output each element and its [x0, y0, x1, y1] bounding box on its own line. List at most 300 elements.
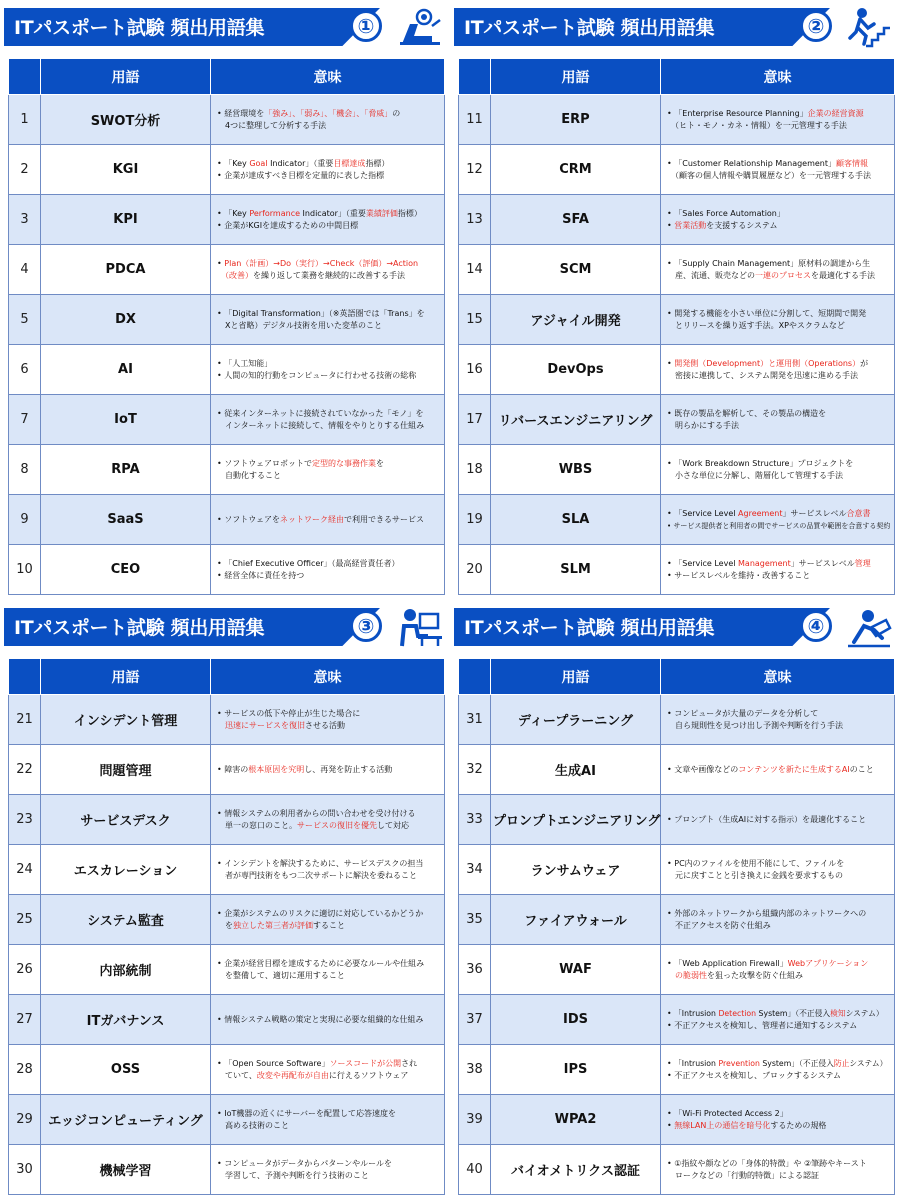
row-term: ディープラーニング — [491, 695, 661, 745]
panel-title: ITパスポート試験 頻出用語集 — [14, 17, 265, 39]
row-description — [211, 795, 445, 845]
description-line — [667, 920, 890, 932]
description-text: が — [860, 358, 869, 368]
description-text: System」（不正侵入 — [756, 1008, 831, 1018]
highlight-text: Prevention — [718, 1058, 760, 1068]
table-row — [9, 1145, 445, 1195]
header-term-cell: 用語 — [41, 659, 211, 695]
table-row — [9, 1045, 445, 1095]
description-line — [217, 408, 440, 420]
table-row — [9, 395, 445, 445]
row-number: 34 — [459, 845, 491, 895]
header-row — [9, 659, 445, 695]
description-text: 産、流通、販売などの — [667, 270, 755, 280]
description-line — [217, 820, 440, 832]
panel-title: ITパスポート試験 頻出用語集 — [464, 617, 715, 639]
table-row — [9, 895, 445, 945]
description-line — [217, 370, 440, 382]
description-line — [667, 908, 890, 920]
header-term-cell: 用語 — [491, 659, 661, 695]
panel-number-badge: ③ — [350, 610, 382, 642]
row-number: 26 — [9, 945, 41, 995]
row-term: ITガバナンス — [41, 995, 211, 1045]
highlight-text: 企業の経営資源 — [807, 108, 864, 118]
row-number: 30 — [9, 1145, 41, 1195]
description-line — [217, 558, 440, 570]
header-meaning-cell: 意味 — [211, 659, 445, 695]
terms-table — [458, 658, 895, 1195]
description-text: • 「Service Level — [667, 508, 739, 518]
header-row — [459, 659, 895, 695]
description-text: • — [217, 258, 225, 268]
row-term: エスカレーション — [41, 845, 211, 895]
description-text: • — [667, 1120, 675, 1130]
table-row — [459, 95, 895, 145]
row-description — [211, 145, 445, 195]
row-number: 36 — [459, 945, 491, 995]
row-term: CEO — [41, 545, 211, 595]
description-text: • 「Enterprise Resource Planning」 — [667, 108, 808, 118]
table-body — [459, 95, 895, 595]
table-header — [9, 59, 445, 95]
row-number: 3 — [9, 195, 41, 245]
description-text: • 「Supply Chain Management」原材料の調達から生 — [667, 258, 871, 268]
row-description — [661, 95, 895, 145]
row-term: SCM — [491, 245, 661, 295]
row-description — [211, 445, 445, 495]
row-description — [211, 745, 445, 795]
description-text: • インシデントを解決するために、サービスデスクの担当 — [217, 858, 424, 868]
highlight-text: 迅速にサービスを復旧 — [225, 720, 305, 730]
row-number: 7 — [9, 395, 41, 445]
row-term: リバースエンジニアリング — [491, 395, 661, 445]
panel-header — [4, 4, 448, 50]
description-line — [667, 170, 890, 182]
header-number-cell — [459, 659, 491, 695]
highlight-text: 検知 — [830, 1008, 846, 1018]
description-text: • 開発する機能を小さい単位に分割して、短期間で開発 — [667, 308, 867, 318]
table-row — [9, 795, 445, 845]
row-term: インシデント管理 — [41, 695, 211, 745]
table-row — [459, 295, 895, 345]
panel-number-badge: ④ — [800, 610, 832, 642]
description-line — [667, 1058, 890, 1070]
row-number: 28 — [9, 1045, 41, 1095]
table-row — [9, 95, 445, 145]
table-row — [459, 795, 895, 845]
description-line — [217, 858, 440, 870]
description-text: させる活動 — [305, 720, 345, 730]
description-text: • プロンプト（生成AIに対する指示）を最適化すること — [667, 814, 867, 824]
description-text: 小さな単位に分解し、階層化して管理する手法 — [667, 470, 843, 480]
description-line — [217, 270, 440, 282]
row-term: SFA — [491, 195, 661, 245]
description-text: して対応 — [377, 820, 409, 830]
description-text: を — [217, 920, 233, 930]
row-term: CRM — [491, 145, 661, 195]
header-row — [459, 59, 895, 95]
table-row — [459, 145, 895, 195]
highlight-text: Detection — [718, 1008, 757, 1018]
row-term: SLM — [491, 545, 661, 595]
description-line — [667, 570, 890, 582]
description-text: Indicator」（重要 — [300, 208, 366, 218]
row-term: RPA — [41, 445, 211, 495]
header-number-cell — [459, 59, 491, 95]
highlight-text: コンテンツを新たに生成するAI — [738, 764, 850, 774]
row-term: サービスデスク — [41, 795, 211, 845]
description-text: • 「Service Level — [667, 558, 739, 568]
description-line — [217, 970, 440, 982]
description-text: ていて、 — [217, 1070, 257, 1080]
table-body — [9, 695, 445, 1195]
row-term: 生成AI — [491, 745, 661, 795]
row-description — [661, 145, 895, 195]
term-panel-2 — [454, 4, 898, 600]
description-text: を繰り返して業務を継続的に改善する手法 — [253, 270, 405, 280]
table-row — [459, 695, 895, 745]
description-line — [667, 558, 890, 570]
description-line — [667, 358, 890, 370]
description-text: 自ら規則性を見つけ出し予測や判断を行う手法 — [667, 720, 843, 730]
description-text: • 「Key — [217, 158, 250, 168]
table-row — [9, 695, 445, 745]
description-text: 4つに整理して分析する手法 — [217, 120, 327, 130]
description-line — [217, 958, 440, 970]
row-number: 4 — [9, 245, 41, 295]
description-line — [667, 258, 890, 270]
description-line — [667, 470, 890, 482]
description-text: • 「人工知能」 — [217, 358, 273, 368]
description-line — [667, 1008, 890, 1020]
description-line — [217, 358, 440, 370]
description-text: 元に戻すことと引き換えに金銭を要求するもの — [667, 870, 843, 880]
description-text: • ソフトウェアロボットで — [217, 458, 312, 468]
row-term: WPA2 — [491, 1095, 661, 1145]
description-line — [667, 970, 890, 982]
table-header — [9, 659, 445, 695]
term-panel-3 — [4, 604, 448, 1200]
row-number: 2 — [9, 145, 41, 195]
row-description — [661, 495, 895, 545]
description-line — [217, 1058, 440, 1070]
description-text: • 「Intrusion — [667, 1008, 719, 1018]
row-number: 6 — [9, 345, 41, 395]
table-row — [9, 745, 445, 795]
description-line — [667, 708, 890, 720]
description-line — [667, 870, 890, 882]
table-row — [9, 995, 445, 1045]
header-meaning-cell: 意味 — [661, 659, 895, 695]
description-line — [667, 958, 890, 970]
row-term: IoT — [41, 395, 211, 445]
table-row — [459, 445, 895, 495]
description-line — [217, 908, 440, 920]
description-text: • 従来インターネットに接続されていなかった「モノ」を — [217, 408, 424, 418]
table-row — [459, 245, 895, 295]
description-text: 指標） — [365, 158, 390, 168]
table-row — [459, 1095, 895, 1145]
table-row — [9, 945, 445, 995]
description-line — [217, 170, 440, 182]
row-description — [211, 195, 445, 245]
table-row — [459, 1045, 895, 1095]
description-text: • 経営環境を — [217, 108, 265, 118]
highlight-text: 改変や再配布が自由 — [256, 1070, 329, 1080]
description-text: • 情報システム戦略の策定と実現に必要な組織的な仕組み — [217, 1014, 424, 1024]
description-line — [667, 370, 890, 382]
description-line — [217, 1108, 440, 1120]
highlight-text: 根本原因を究明 — [248, 764, 305, 774]
description-text: • サービス提供者と利用者の間でサービスの品質や範囲を合意する契約 — [667, 521, 890, 530]
table-row — [459, 1145, 895, 1195]
row-description — [211, 345, 445, 395]
row-number: 10 — [9, 545, 41, 595]
panel-title: ITパスポート試験 頻出用語集 — [14, 617, 265, 639]
description-text: ロークなどの「行動的特徴」による認証 — [667, 1170, 819, 1180]
row-number: 27 — [9, 995, 41, 1045]
person-reading-icon — [842, 606, 894, 648]
row-description — [661, 1145, 895, 1195]
description-line — [217, 308, 440, 320]
description-line — [217, 808, 440, 820]
description-text: 高める技術のこと — [217, 1120, 289, 1130]
description-line — [667, 458, 890, 470]
row-description — [211, 695, 445, 745]
panel-title: ITパスポート試験 頻出用語集 — [464, 17, 715, 39]
row-description — [661, 245, 895, 295]
description-line — [667, 1158, 890, 1170]
highlight-text: Plan（計画）→Do（実行）→Check（評価）→Action — [224, 258, 419, 268]
description-text: 不正アクセスを防ぐ仕組み — [667, 920, 771, 930]
row-description — [661, 1045, 895, 1095]
table-row — [459, 895, 895, 945]
highlight-text: 目標達成 — [333, 158, 366, 168]
row-description — [211, 295, 445, 345]
description-text: • 企業が達成すべき目標を定量的に表した指標 — [217, 170, 385, 180]
table-row — [9, 145, 445, 195]
row-term: KPI — [41, 195, 211, 245]
description-line — [217, 870, 440, 882]
description-text: （顧客の個人情報や購買履歴など）を一元管理する手法 — [667, 170, 871, 180]
row-description — [211, 545, 445, 595]
description-text: するための規格 — [770, 1120, 827, 1130]
description-text: 」サービスレベル — [782, 508, 847, 518]
description-text: Indicator」（重要 — [267, 158, 334, 168]
description-text: • 不正アクセスを検知し、ブロックするシステム — [667, 1070, 842, 1080]
description-text: を支援するシステム — [706, 220, 778, 230]
row-number: 18 — [459, 445, 491, 495]
row-description — [661, 995, 895, 1045]
table-row — [9, 545, 445, 595]
row-description — [211, 1145, 445, 1195]
row-number: 22 — [9, 745, 41, 795]
row-term: バイオメトリクス認証 — [491, 1145, 661, 1195]
row-term: DevOps — [491, 345, 661, 395]
row-term: DX — [41, 295, 211, 345]
row-term: OSS — [41, 1045, 211, 1095]
terms-table — [458, 58, 895, 595]
row-description — [661, 345, 895, 395]
row-number: 38 — [459, 1045, 491, 1095]
description-text: • コンピュータが大量のデータを分析して — [667, 708, 819, 718]
description-line — [217, 108, 440, 120]
description-line — [667, 520, 890, 532]
description-line — [667, 1020, 890, 1032]
description-text: • 不正アクセスを検知し、管理者に通知するシステム — [667, 1020, 858, 1030]
person-at-desk-icon — [392, 6, 444, 48]
highlight-text: ソースコードが公開 — [329, 1058, 402, 1068]
row-term: IPS — [491, 1045, 661, 1095]
row-description — [661, 445, 895, 495]
header-meaning-cell: 意味 — [211, 59, 445, 95]
row-term: ファイアウォール — [491, 895, 661, 945]
highlight-text: ネットワーク経由 — [279, 514, 344, 524]
row-number: 13 — [459, 195, 491, 245]
row-term: WBS — [491, 445, 661, 495]
description-text: • サービスの低下や停止が生じた場合に — [217, 708, 361, 718]
description-text: （ヒト・モノ・カネ・情報）を一元管理する手法 — [667, 120, 847, 130]
row-number: 19 — [459, 495, 491, 545]
term-panel-1 — [4, 4, 448, 600]
table-row — [459, 495, 895, 545]
description-line — [667, 270, 890, 282]
description-text: を — [375, 458, 384, 468]
row-description — [661, 1095, 895, 1145]
row-description — [661, 295, 895, 345]
description-text: インターネットに接続して、情報をやりとりする仕組み — [217, 420, 425, 430]
description-text: システム） — [849, 1058, 888, 1068]
description-text: • 「Digital Transformation」（※英語圏では「Trans」を — [217, 308, 425, 318]
highlight-text: 営業活動 — [674, 220, 707, 230]
row-number: 40 — [459, 1145, 491, 1195]
table-row — [459, 395, 895, 445]
description-text: • 障害の — [217, 764, 249, 774]
description-text: • ソフトウェアを — [217, 514, 280, 524]
description-text: 自動化すること — [217, 470, 281, 480]
description-line — [217, 920, 440, 932]
table-row — [9, 445, 445, 495]
row-term: IDS — [491, 995, 661, 1045]
description-line — [217, 1014, 440, 1026]
description-line — [667, 158, 890, 170]
person-at-computer-icon — [392, 606, 444, 648]
description-text: • 人間の知的行動をコンピュータに行わせる技術の総称 — [217, 370, 417, 380]
row-description — [211, 895, 445, 945]
highlight-text: 一連のプロセス — [755, 270, 811, 280]
term-panel-4 — [454, 604, 898, 1200]
table-row — [459, 345, 895, 395]
description-line — [667, 1120, 890, 1132]
row-number: 29 — [9, 1095, 41, 1145]
description-text: • — [667, 220, 675, 230]
description-line — [667, 720, 890, 732]
description-text — [217, 721, 225, 730]
table-header — [459, 59, 895, 95]
description-text: • 「Wi-Fi Protected Access 2」 — [667, 1108, 788, 1118]
row-term: WAF — [491, 945, 661, 995]
description-line — [667, 1070, 890, 1082]
description-line — [667, 320, 890, 332]
description-line — [217, 708, 440, 720]
description-text: を整備して、適切に運用すること — [217, 970, 345, 980]
description-line — [217, 320, 440, 332]
description-text: • IoT機器の近くにサーバーを配置して応答速度を — [217, 1108, 397, 1118]
table-row — [459, 845, 895, 895]
row-term: SWOT分析 — [41, 95, 211, 145]
description-text: • 企業がシステムのリスクに適切に対応しているかどうか — [217, 908, 424, 918]
description-text — [217, 271, 225, 280]
table-row — [9, 495, 445, 545]
description-text: • 企業がKGIを達成するための中間目標 — [217, 220, 359, 230]
description-line — [217, 1158, 440, 1170]
row-description — [661, 545, 895, 595]
description-line — [667, 208, 890, 220]
description-text: • サービスレベルを維持・改善すること — [667, 570, 811, 580]
table-row — [9, 295, 445, 345]
highlight-text: 定型的な事務作業 — [311, 458, 376, 468]
description-text: で利用できるサービス — [343, 514, 424, 524]
description-line — [667, 420, 890, 432]
header-row — [9, 59, 445, 95]
highlight-text: Performance — [249, 208, 301, 218]
row-term: AI — [41, 345, 211, 395]
panel-header — [454, 4, 898, 50]
row-number: 16 — [459, 345, 491, 395]
row-number: 8 — [9, 445, 41, 495]
row-description — [211, 845, 445, 895]
row-term: ERP — [491, 95, 661, 145]
highlight-text: 独立した第三者が評価 — [233, 920, 313, 930]
description-text: • 「Customer Relationship Management」 — [667, 158, 837, 168]
row-number: 14 — [459, 245, 491, 295]
row-description — [211, 1045, 445, 1095]
highlight-text: 無線LAN上の通信を暗号化 — [674, 1120, 771, 1130]
highlight-text: Webアプリケーション — [787, 958, 869, 968]
description-text: のこと — [849, 764, 874, 774]
description-line — [667, 120, 890, 132]
panel-number-badge: ① — [350, 10, 382, 42]
row-term: 問題管理 — [41, 745, 211, 795]
row-description — [661, 795, 895, 845]
row-number: 32 — [459, 745, 491, 795]
row-description — [661, 945, 895, 995]
highlight-text: 合意書 — [846, 508, 871, 518]
panel-header — [454, 604, 898, 650]
highlight-text: 業績評価 — [365, 208, 398, 218]
row-term: プロンプトエンジニアリング — [491, 795, 661, 845]
description-text: Xと省略）デジタル技術を用いた変革のこと — [217, 320, 382, 330]
description-text: • 文章や画像などの — [667, 764, 739, 774]
row-description — [661, 845, 895, 895]
description-text: • 「Sales Force Automation」 — [667, 208, 785, 218]
description-text: を狙った攻撃を防ぐ仕組み — [707, 970, 803, 980]
panel-header — [4, 604, 448, 650]
description-line — [667, 308, 890, 320]
description-text: • 経営全体に責任を持つ — [217, 570, 305, 580]
highlight-text: 顧客情報 — [836, 158, 869, 168]
description-text: • 「Key — [217, 208, 250, 218]
row-description — [211, 1095, 445, 1145]
row-number: 35 — [459, 895, 491, 945]
description-line — [217, 458, 440, 470]
description-line — [667, 814, 890, 826]
description-line — [667, 508, 890, 520]
description-text: システム） — [845, 1008, 884, 1018]
description-line — [667, 408, 890, 420]
header-meaning-cell: 意味 — [661, 59, 895, 95]
highlight-text: 「強み」、「弱み」、「機会」、「脅威」 — [264, 108, 393, 118]
